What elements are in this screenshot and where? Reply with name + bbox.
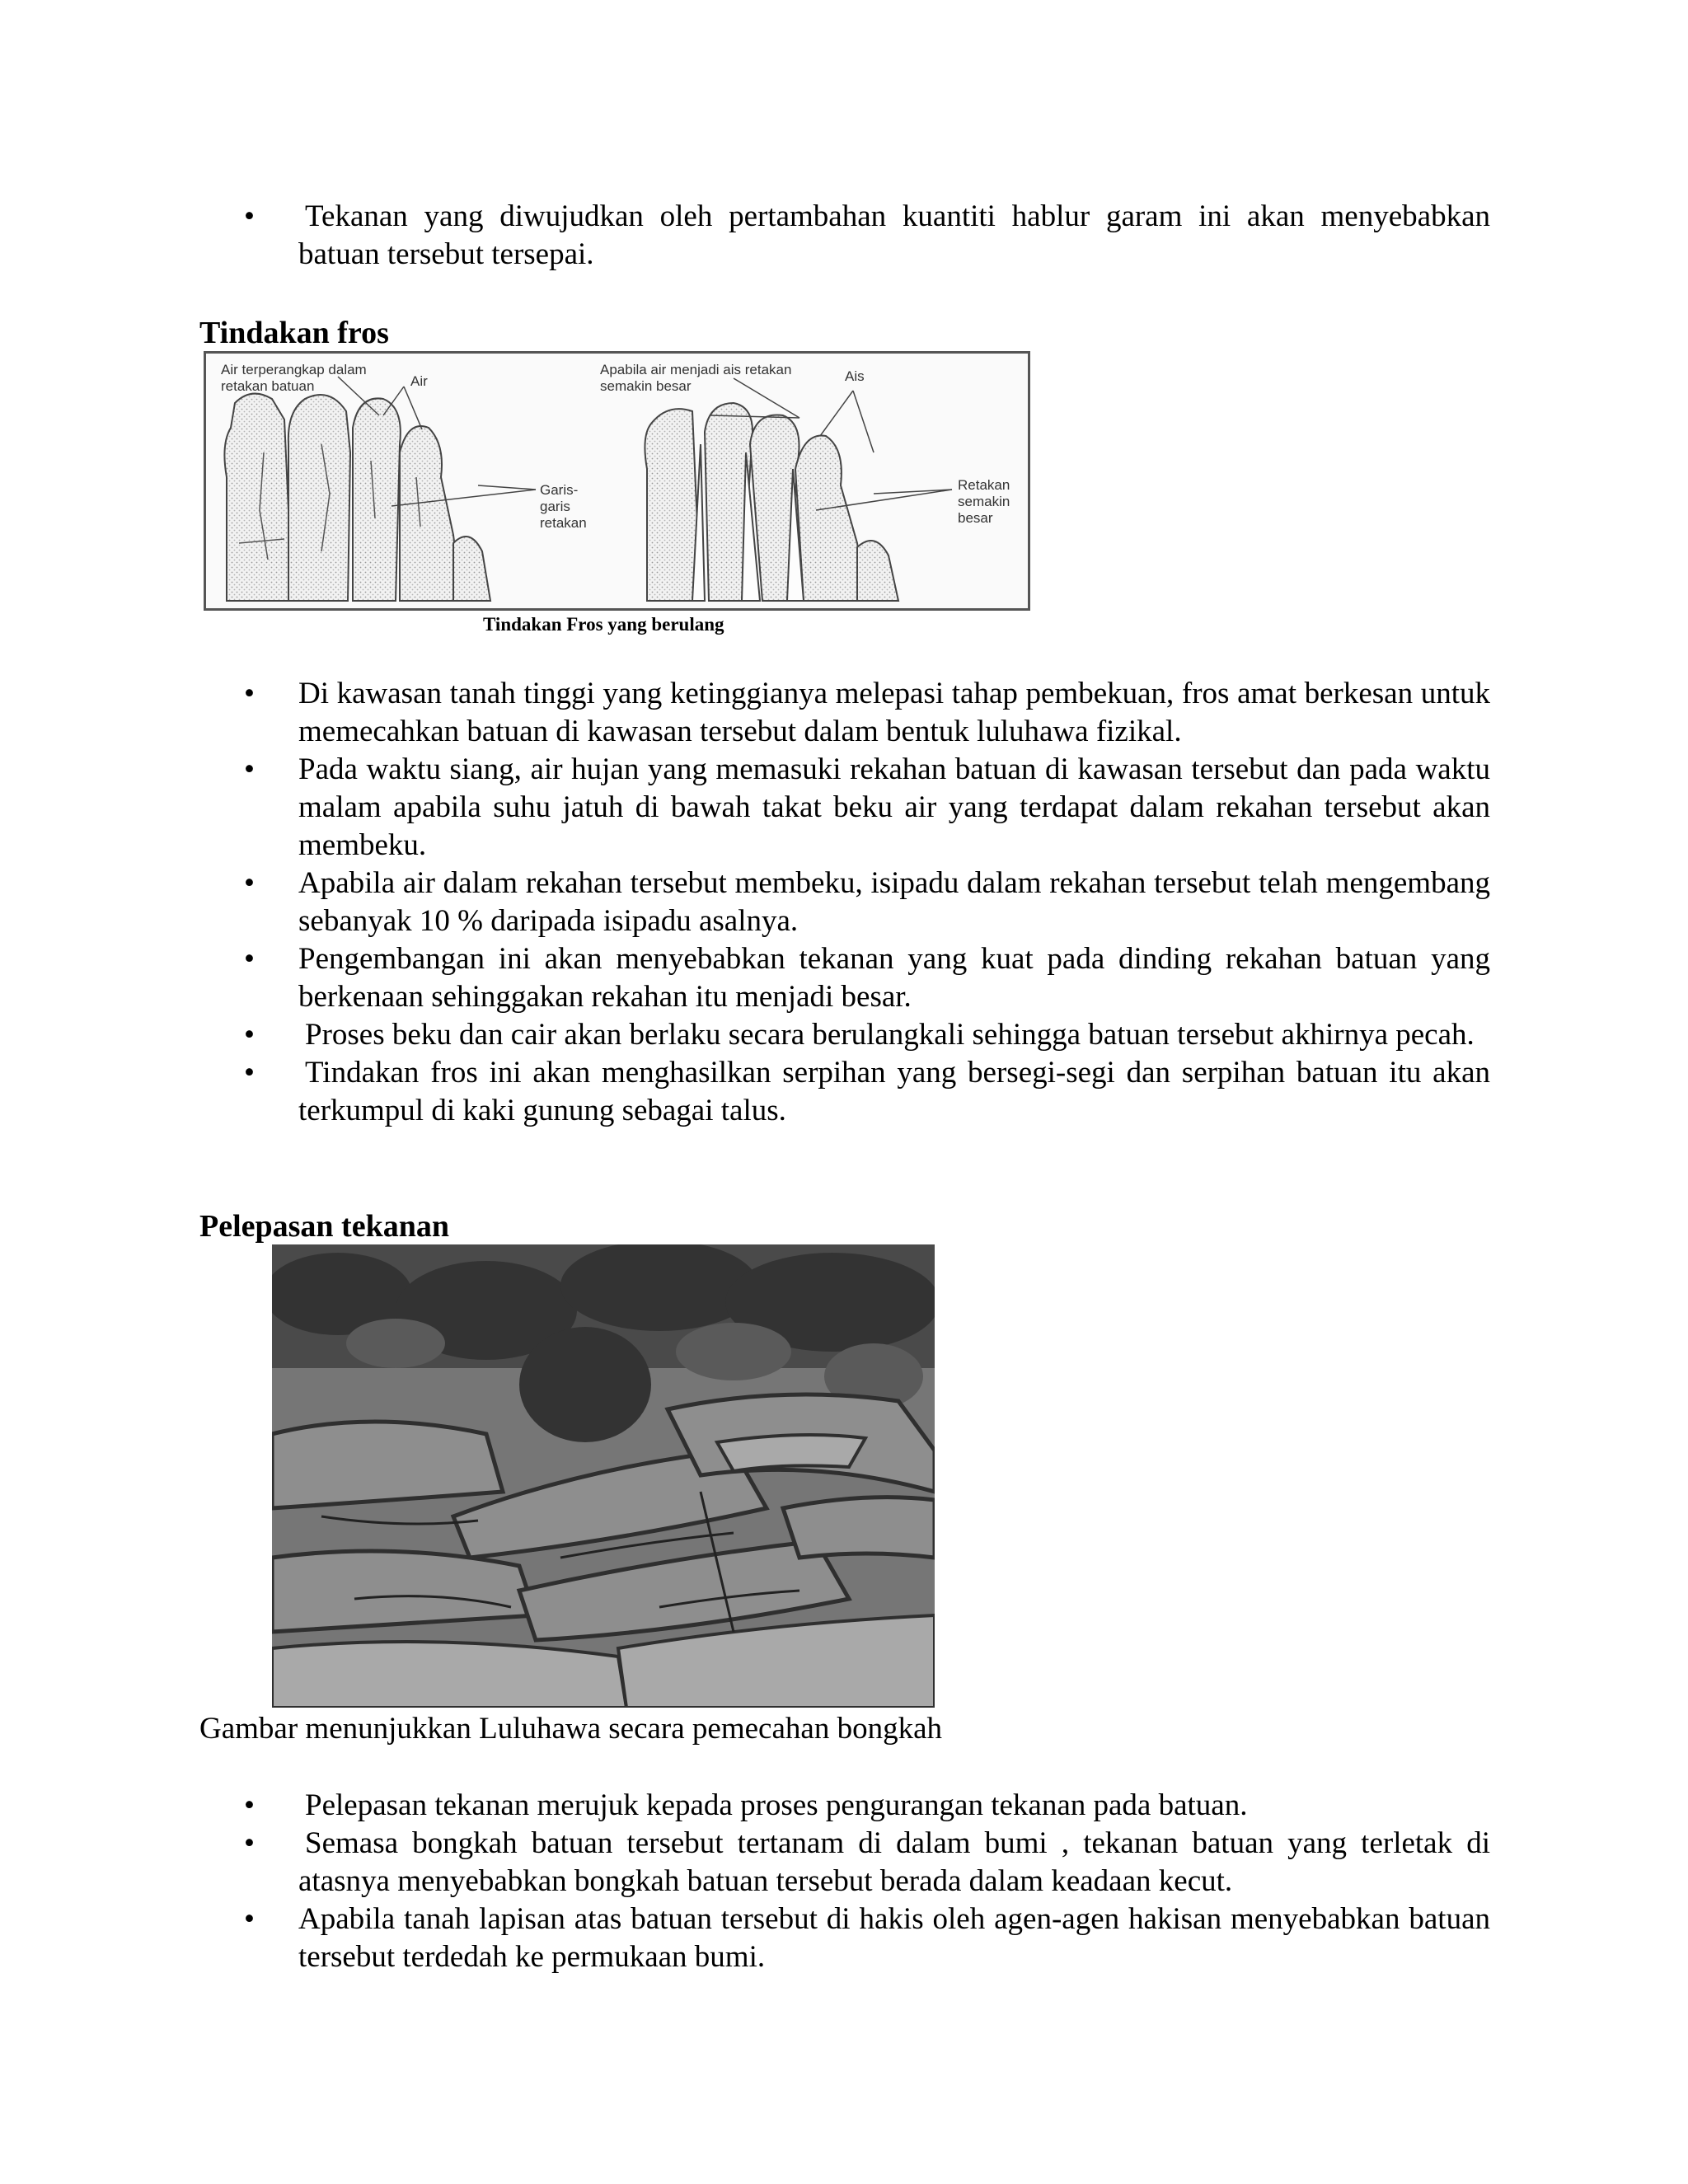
list-item [198,1016,1490,1054]
diagram-label-water: Air [410,373,428,389]
list-item [198,1054,1490,1130]
rock-exfoliation-photo [272,1244,935,1708]
list-item [198,1825,1490,1900]
bullet-icon: • [244,1826,255,1860]
list-item [198,198,1490,274]
bullet-icon: • [244,1788,255,1822]
bullet-text: Tindakan fros ini akan menghasilkan serpihan yang bersegi-segi dan serpihan batuan itu akan terkumpul di kaki gunung sebagai talus. [298,1056,1490,1127]
bullet-text: Pengembangan ini akan menyebabkan tekanan yang kuat pada dinding rekahan batuan yang berkenaan sehinggakan rekahan itu menjadi besar. [298,942,1490,1014]
bullet-icon: • [244,677,255,710]
list-item [198,1787,1490,1825]
bullet-text: Apabila tanah lapisan atas batuan tersebut di hakis oleh agen-agen hakisan menyebabkan batuan tersebut terdedah ke permukaan bumi. [298,1902,1490,1974]
intro-bullet-list [198,198,1490,274]
bullet-text: Di kawasan tanah tinggi yang ketinggianya melepasi tahap pembekuan, fros amat berkesan untuk memecahkan batuan di kawasan tersebut dalam bentuk luluhawa fizikal. [298,677,1490,748]
section-heading-pressure-release: Pelepasan tekanan [199,1209,449,1244]
diagram-label-crack-bigger: Retakan semakin besar [958,477,1010,526]
bullet-icon: • [244,1902,255,1936]
bullet-text: Semasa bongkah batuan tersebut tertanam di dalam bumi , tekanan batuan yang terletak di atasnya menyebabkan bongkah batuan tersebut berada dalam keadaan kecut. [298,1826,1490,1898]
figure-caption: Tindakan Fros yang berulang [483,614,724,635]
section-heading-frost: Tindakan fros [199,316,389,350]
frost-action-diagram [204,351,1030,611]
bullet-icon: • [244,942,255,976]
photo-caption: Gambar menunjukkan Luluhawa secara pemecahan bongkah [199,1712,942,1746]
frost-bullet-list [198,675,1490,1130]
list-item [198,751,1490,865]
bullet-icon: • [244,866,255,900]
bullet-icon: • [244,1056,255,1090]
list-item [198,940,1490,1016]
bullet-icon: • [244,752,255,786]
diagram-label-water-to-ice: Apabila air menjadi ais retakan semakin besar [600,362,792,394]
bullet-icon: • [244,1018,255,1052]
bullet-icon: • [244,199,255,233]
diagram-label-trapped-water: Air terperangkap dalam retakan batuan [221,362,367,394]
list-item [198,1900,1490,1976]
bullet-text: Tekanan yang diwujudkan oleh pertambahan kuantiti hablur garam ini akan menyebabkan batuan tersebut tersepai. [298,199,1490,271]
list-item [198,675,1490,751]
bullet-text: Pada waktu siang, air hujan yang memasuki rekahan batuan di kawasan tersebut dan pada waktu malam apabila suhu jatuh di bawah takat beku air yang terdapat dalam rekahan tersebut akan membeku. [298,752,1490,862]
bullet-text: Proses beku dan cair akan berlaku secara berulangkali sehingga batuan tersebut akhirnya pecah. [305,1018,1475,1052]
diagram-label-ice: Ais [845,368,865,384]
bullet-text: Apabila air dalam rekahan tersebut membeku, isipadu dalam rekahan tersebut telah mengembang sebanyak 10 % daripada isipadu asalnya. [298,866,1490,938]
list-item [198,865,1490,940]
right-rock-group [645,403,898,601]
pressure-bullet-list [198,1787,1490,1976]
diagram-label-crack-lines: Garis-garis retakan [540,482,587,531]
left-rock-group [224,394,490,601]
bullet-text: Pelepasan tekanan merujuk kepada proses pengurangan tekanan pada batuan. [305,1788,1248,1822]
